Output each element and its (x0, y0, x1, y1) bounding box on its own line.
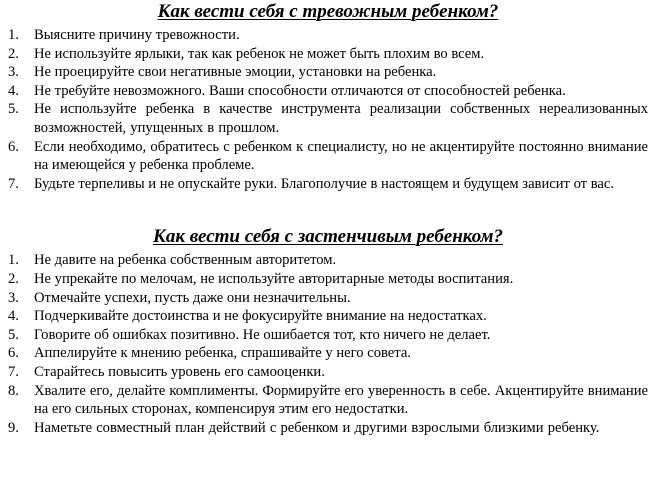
item-text: Не используйте ребенка в качестве инструмента реализации собственных нереализованных возможностей, упущенных в прошлом. (34, 101, 648, 136)
item-text: Аппелируйте к мнению ребенка, спрашивайте у него совета. (34, 345, 411, 362)
item-number: 6. (8, 138, 19, 155)
list-item (8, 82, 648, 101)
item-text: Наметьте совместный план действий с ребенком и другими взрослыми близкими ребенку. (34, 419, 600, 436)
list-item (8, 26, 648, 45)
list-shy-child (8, 251, 648, 437)
item-number: 1. (8, 252, 19, 269)
section-title-shy-child: Как вести себя с застенчивым ребенком? (152, 226, 503, 248)
list-item (8, 175, 648, 194)
item-number: 2. (8, 270, 19, 287)
section-title-anxious-child: Как вести себя с тревожным ребенком? (157, 1, 499, 22)
item-number: 3. (8, 289, 19, 306)
item-number: 7. (8, 363, 19, 380)
item-number: 4. (8, 82, 19, 99)
list-item (8, 100, 648, 137)
list-item (8, 382, 648, 419)
item-number: 4. (8, 308, 19, 325)
list-item (8, 419, 648, 438)
item-text: Выясните причину тревожности. (34, 27, 240, 43)
item-number: 2. (8, 45, 19, 62)
list-item (8, 363, 648, 382)
list-item (8, 45, 648, 64)
list-item (8, 289, 648, 308)
item-number: 7. (8, 175, 19, 192)
item-number: 9. (8, 419, 19, 436)
item-text: Не используйте ярлыки, так как ребенок не может быть плохим во всем. (34, 45, 485, 62)
item-number: 8. (8, 382, 19, 399)
item-text: Будьте терпеливы и не опускайте руки. Благополучие в настоящем и будущем зависит от вас. (34, 175, 614, 192)
list-anxious-child (8, 26, 648, 193)
item-text: Хвалите его, делайте комплименты. Формируйте его уверенность в себе. Акцентируйте внимание на его сильных сторонах, компенсируя этим его недостатки. (34, 382, 648, 418)
item-number: 3. (8, 64, 19, 81)
item-text: Не требуйте невозможного. Ваши способности отличаются от способностей ребенка. (34, 82, 566, 99)
item-text: Не давите на ребенка собственным авторитетом. (34, 252, 337, 269)
item-number: 1. (8, 27, 19, 43)
list-item (8, 344, 648, 363)
item-text: Говорите об ошибках позитивно. Не ошибается тот, кто ничего не делает. (34, 326, 491, 343)
item-text: Подчеркивайте достоинства и не фокусируйте внимание на недостатках. (34, 308, 487, 325)
item-text: Не упрекайте по мелочам, не используйте авторитарные методы воспитания. (34, 270, 514, 287)
list-item (8, 251, 648, 270)
item-text: Отмечайте успехи, пусть даже они незначительны. (34, 289, 351, 306)
list-item (8, 270, 648, 289)
list-item (8, 326, 648, 345)
list-item (8, 63, 648, 82)
item-number: 6. (8, 345, 19, 362)
item-number: 5. (8, 326, 19, 343)
item-text: Если необходимо, обратитесь с ребенком к специалисту, но не акцентируйте постоянно внимание на имеющейся у ребенка проблеме. (34, 138, 648, 174)
item-text: Старайтесь повысить уровень его самооценки. (34, 363, 325, 380)
item-text: Не проецируйте свои негативные эмоции, установки на ребенка. (34, 64, 437, 81)
list-item (8, 307, 648, 326)
item-number: 5. (8, 101, 19, 118)
list-item (8, 138, 648, 175)
